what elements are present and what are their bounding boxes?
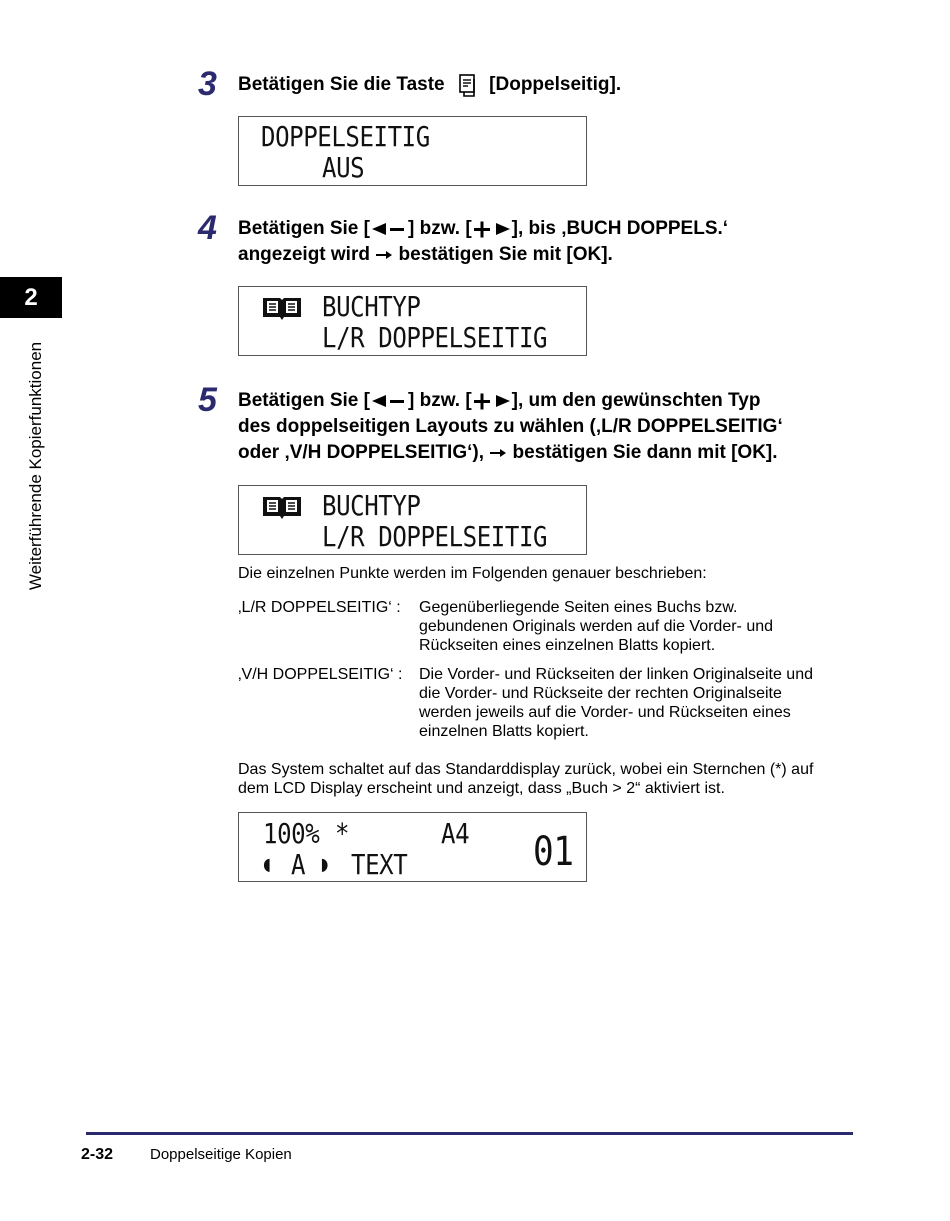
step-text-part4: angezeigt wird <box>238 244 370 265</box>
lcd-density-right-icon: ◗ <box>319 852 330 877</box>
note-text <box>238 760 858 798</box>
definition-term-vh: ‚V/H DOPPELSEITIG‘ : <box>238 666 403 683</box>
intro-text: Die einzelnen Punkte werden im Folgenden genauer beschrieben: <box>238 565 707 582</box>
lcd-zoom: 100% <box>263 817 320 850</box>
plus-right-key-icon <box>472 219 512 239</box>
step-text-after: [Doppelseitig]. <box>489 74 622 95</box>
step-text-part2: ] bzw. [ <box>407 390 472 411</box>
step-text-before: Betätigen Sie die Taste <box>238 74 445 95</box>
step-number: 4 <box>198 209 217 247</box>
step-instruction <box>238 216 858 268</box>
step-text-part3: ], um den gewünschten Typ <box>511 390 761 411</box>
step-text-part4: oder ‚V/H DOPPELSEITIG‘), <box>238 442 484 463</box>
lcd-original-mode: TEXT <box>351 848 408 881</box>
definition-line: Rückseiten eines einzelnen Blatts kopiert. <box>419 637 716 654</box>
chapter-title-vertical: Weiterführende Kopierfunktionen <box>26 341 45 591</box>
lcd-line-1: BUCHTYP <box>322 489 421 522</box>
step-text-part5: bestätigen Sie mit [OK]. <box>398 244 613 265</box>
lcd-line-2: L/R DOPPELSEITIG <box>322 321 548 354</box>
note-line: dem LCD Display erscheint und anzeigt, dass „Buch > 2“ aktiviert ist. <box>238 780 725 797</box>
open-book-icon <box>261 295 303 323</box>
definition-line: einzelnen Blatts kopiert. <box>419 723 589 740</box>
footer-section-title: Doppelseitige Kopien <box>150 1146 292 1163</box>
duplex-key-icon <box>456 73 478 97</box>
lcd-density-left-icon: ◖ <box>261 852 272 877</box>
step-number: 3 <box>198 65 217 103</box>
lcd-paper-size: A4 <box>441 817 470 850</box>
lcd-star: * <box>335 817 350 850</box>
definition-line: werden jeweils auf die Vorder- und Rückseiten eines <box>419 704 791 721</box>
lcd-display-booktype-2 <box>238 485 587 555</box>
footer-rule <box>86 1132 853 1135</box>
definition-line: Die Vorder- und Rückseiten der linken Originalseite und <box>419 666 813 683</box>
page-number: 2-32 <box>81 1146 114 1163</box>
step-number: 5 <box>198 381 217 419</box>
definition-desc-vh <box>419 665 859 741</box>
plus-right-key-icon <box>472 391 512 411</box>
step-text-part1: Betätigen Sie [ <box>238 390 370 411</box>
lcd-line-1: BUCHTYP <box>322 290 421 323</box>
step-text-part3: ], bis ‚BUCH DOPPELS.‘ <box>511 218 729 239</box>
lcd-line-2: AUS <box>322 151 365 184</box>
lcd-display-duplex <box>238 116 587 186</box>
definition-line: die Vorder- und Rückseite der rechten Originalseite <box>419 685 782 702</box>
arrow-right-icon <box>375 249 393 261</box>
step-text-part5: bestätigen Sie dann mit [OK]. <box>512 442 778 463</box>
definition-term-lr: ‚L/R DOPPELSEITIG‘ : <box>238 599 401 616</box>
step-text-part1: Betätigen Sie [ <box>238 218 370 239</box>
lcd-line-1: DOPPELSEITIG <box>261 120 430 153</box>
lcd-line-2: L/R DOPPELSEITIG <box>322 520 548 553</box>
definition-line: gebundenen Originals werden auf die Vorder- und <box>419 618 774 635</box>
chapter-number-tab: 2 <box>0 277 62 318</box>
note-line: Das System schaltet auf das Standarddisplay zurück, wobei ein Sternchen (*) auf <box>238 761 814 778</box>
arrow-right-icon <box>489 447 507 459</box>
open-book-icon <box>261 494 303 522</box>
lcd-copy-count: 01 <box>533 829 574 875</box>
lcd-display-booktype-1 <box>238 286 587 356</box>
step-instruction <box>238 388 858 466</box>
step-text-line2: des doppelseitigen Layouts zu wählen (‚L/R DOPPELSEITIG‘ <box>238 416 783 437</box>
definition-desc-lr <box>419 598 859 655</box>
step-instruction <box>238 72 858 98</box>
step-text-part2: ] bzw. [ <box>407 218 472 239</box>
definition-line: Gegenüberliegende Seiten eines Buchs bzw. <box>419 599 738 616</box>
lcd-density-mode: A <box>291 848 306 881</box>
left-minus-key-icon <box>370 392 408 410</box>
lcd-display-standard <box>238 812 587 882</box>
left-minus-key-icon <box>370 220 408 238</box>
